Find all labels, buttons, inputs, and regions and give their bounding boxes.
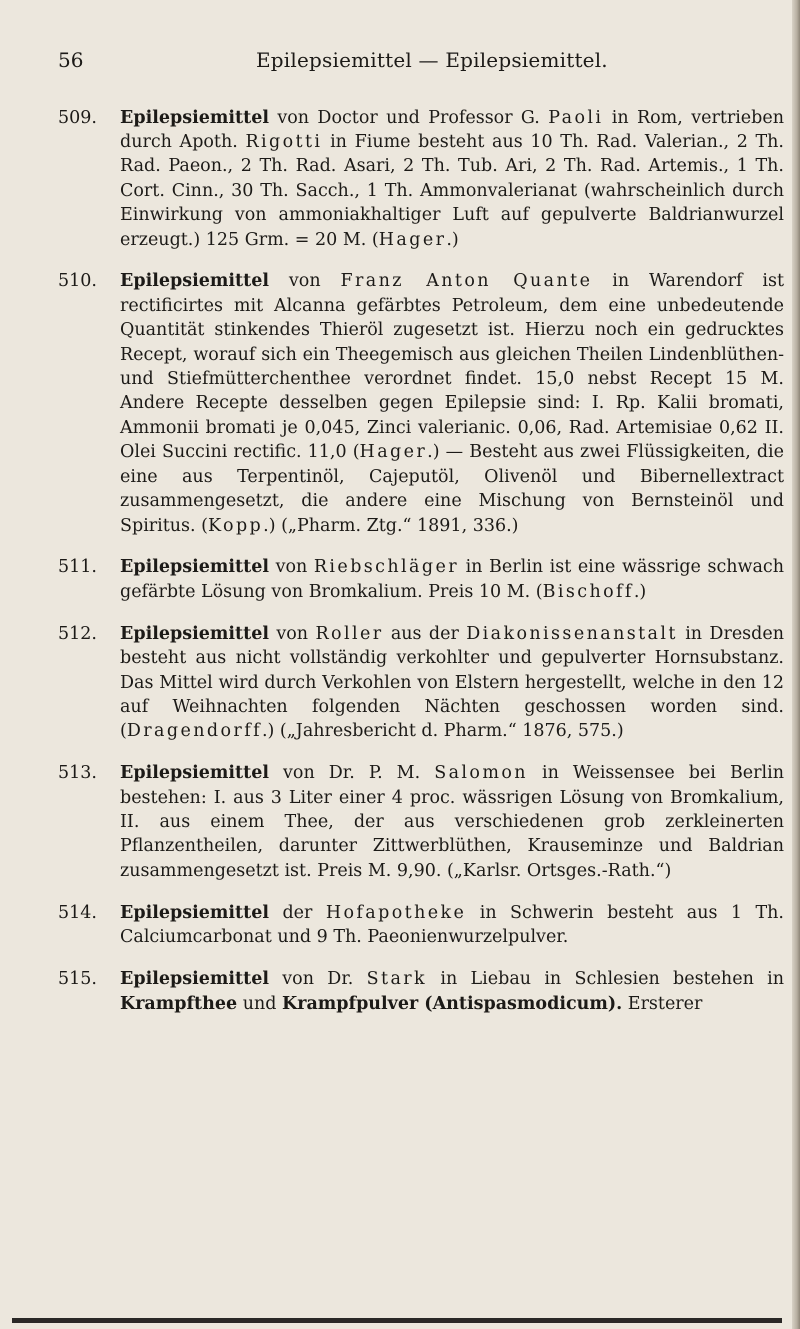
entry-number: 510. [58, 271, 97, 292]
page-header [58, 48, 778, 74]
spaced-name: Rigotti [245, 131, 323, 152]
entry-509: 509. Epilepsiemittel von Doctor und Professor G. Paoli in Rom, vertrieben durch Apoth. Rigotti in Fiume besteht aus 10 Th. Rad. Valerian., 2 Th. Rad. Paeon., 2 Th. Rad. Asari, 2 Th. Tub. Ari, 2 Th. Rad. Artemis., 1 Th. Cort. Cinn., 30 Th. Sacch., 1 Th. Ammonvalerianat (wahrscheinlich durch Einwirkung von ammoniakhaltiger Luft auf gepulverte Baldrianwurzel erzeugt.) 125 Grm. = 20 M. (Hager.) [58, 107, 784, 250]
entry-513: 513. Epilepsiemittel von Dr. P. M. Salomon in Weissensee bei Berlin bestehen: I. aus 3 Liter einer 4 proc. wässrigen Lösung von Bromkalium, II. aus einem Thee, der aus verschiedenen grob zerkleinerten Pflanzentheilen, darunter Zittwerblüthen, Krauseminze und Baldrian zusammengesetzt ist. Preis M. 9,90. („Karlsr. Ortsges.-Rath.“) [58, 763, 784, 881]
spaced-name: Dragendorff [126, 721, 262, 742]
entry-term: Epilepsiemittel [120, 557, 269, 578]
entry-term: Epilepsiemittel [120, 107, 269, 128]
entry-term: Epilepsiemittel [120, 969, 269, 990]
spaced-name: Salomon [434, 763, 528, 784]
entry-512: 512. Epilepsiemittel von Roller aus der Diakonissenanstalt in Dresden besteht aus nicht vollständig verkohlter und gepulverter Hornsubstanz. Das Mittel wird durch Verkohlen von Elstern hergestellt, welche in den 12 auf Weihnachten folgenden Nächten geschossen worden sind. (Dragendorff.) („Jahresbericht d. Pharm.“ 1876, 575.) [58, 623, 784, 742]
spaced-name: Kopp [208, 515, 264, 536]
entry-514: 514. Epilepsiemittel der Hofapotheke in Schwerin besteht aus 1 Th. Calciumcarbonat und 9 Th. Paeonienwurzelpulver. [58, 902, 784, 948]
spaced-name: Riebschläger [313, 557, 459, 578]
entry-number: 515. [58, 969, 97, 990]
spaced-name: Bischoff [542, 581, 634, 602]
spaced-name: Hofapotheke [325, 902, 467, 923]
bold-term: Krampfpulver [282, 993, 419, 1014]
entry-511: 511. Epilepsiemittel von Riebschläger in Berlin ist eine wässrige schwach gefärbte Lösung von Bromkalium. Preis 10 M. (Bischoff.) [58, 557, 784, 602]
entry-515: 515. Epilepsiemittel von Dr. Stark in Liebau in Schlesien bestehen in Krampfthee und Krampfpulver (Antispasmodicum). Ersterer [58, 969, 785, 1014]
entry-number: 514. [58, 902, 97, 923]
entry-510: 510. Epilepsiemittel von Franz Anton Quante in Warendorf ist rectificirtes mit Alcanna gefärbtes Petroleum, dem eine unbedeutende Quantität stinkendes Thieröl zugesetzt ist. Hierzu noch ein gedrucktes Recept, worauf sich ein Theegemisch aus gleichen Theilen Lindenblüthen- und Stiefmütterchenthee verordnet findet. 15,0 nebst Recept 15 M. Andere Recepte desselben gegen Epilepsie sind: I. Rp. Kalii bromati, Ammonii bromati je 0,045, Zinci valerianic. 0,06, Rad. Artemisiae 0,62 II. Olei Succini rectific. 11,0 (Hager.) — Besteht aus zwei Flüssigkeiten, die eine aus Terpentinöl, Cajeputöl, Olivenöl und Bibernellextract zusammengesetzt, die andere eine Mischung von Bernsteinöl und Spiritus. (Kopp.) („Pharm. Ztg.“ 1891, 336.) [58, 271, 785, 536]
spaced-name: Diakonissenanstalt [466, 623, 678, 644]
bold-term: (Antispasmodicum). [418, 993, 623, 1014]
spaced-name: Roller [315, 623, 384, 644]
spaced-name: Hager [378, 229, 447, 250]
spaced-name: Franz Anton Quante [340, 271, 593, 292]
page-content [58, 88, 784, 1024]
running-head: Epilepsiemittel — Epilepsiemittel. [256, 48, 608, 72]
entry-term: Epilepsiemittel [120, 623, 269, 644]
entry-term: Epilepsiemittel [120, 902, 269, 923]
bold-term: Krampfthee [120, 993, 238, 1014]
spaced-name: Hager [359, 442, 428, 463]
entry-number: 512. [58, 623, 97, 644]
spaced-name: Stark [366, 969, 428, 990]
spaced-name: Paoli [548, 107, 604, 128]
entry-number: 509. [58, 107, 97, 128]
entry-number: 513. [58, 763, 97, 784]
page-binding-edge [792, 0, 800, 1329]
entry-number: 511. [58, 557, 97, 578]
bottom-edge-shadow [12, 1318, 782, 1323]
entry-term: Epilepsiemittel [120, 271, 269, 292]
entry-term: Epilepsiemittel [120, 763, 269, 784]
page-number: 56 [58, 48, 84, 72]
